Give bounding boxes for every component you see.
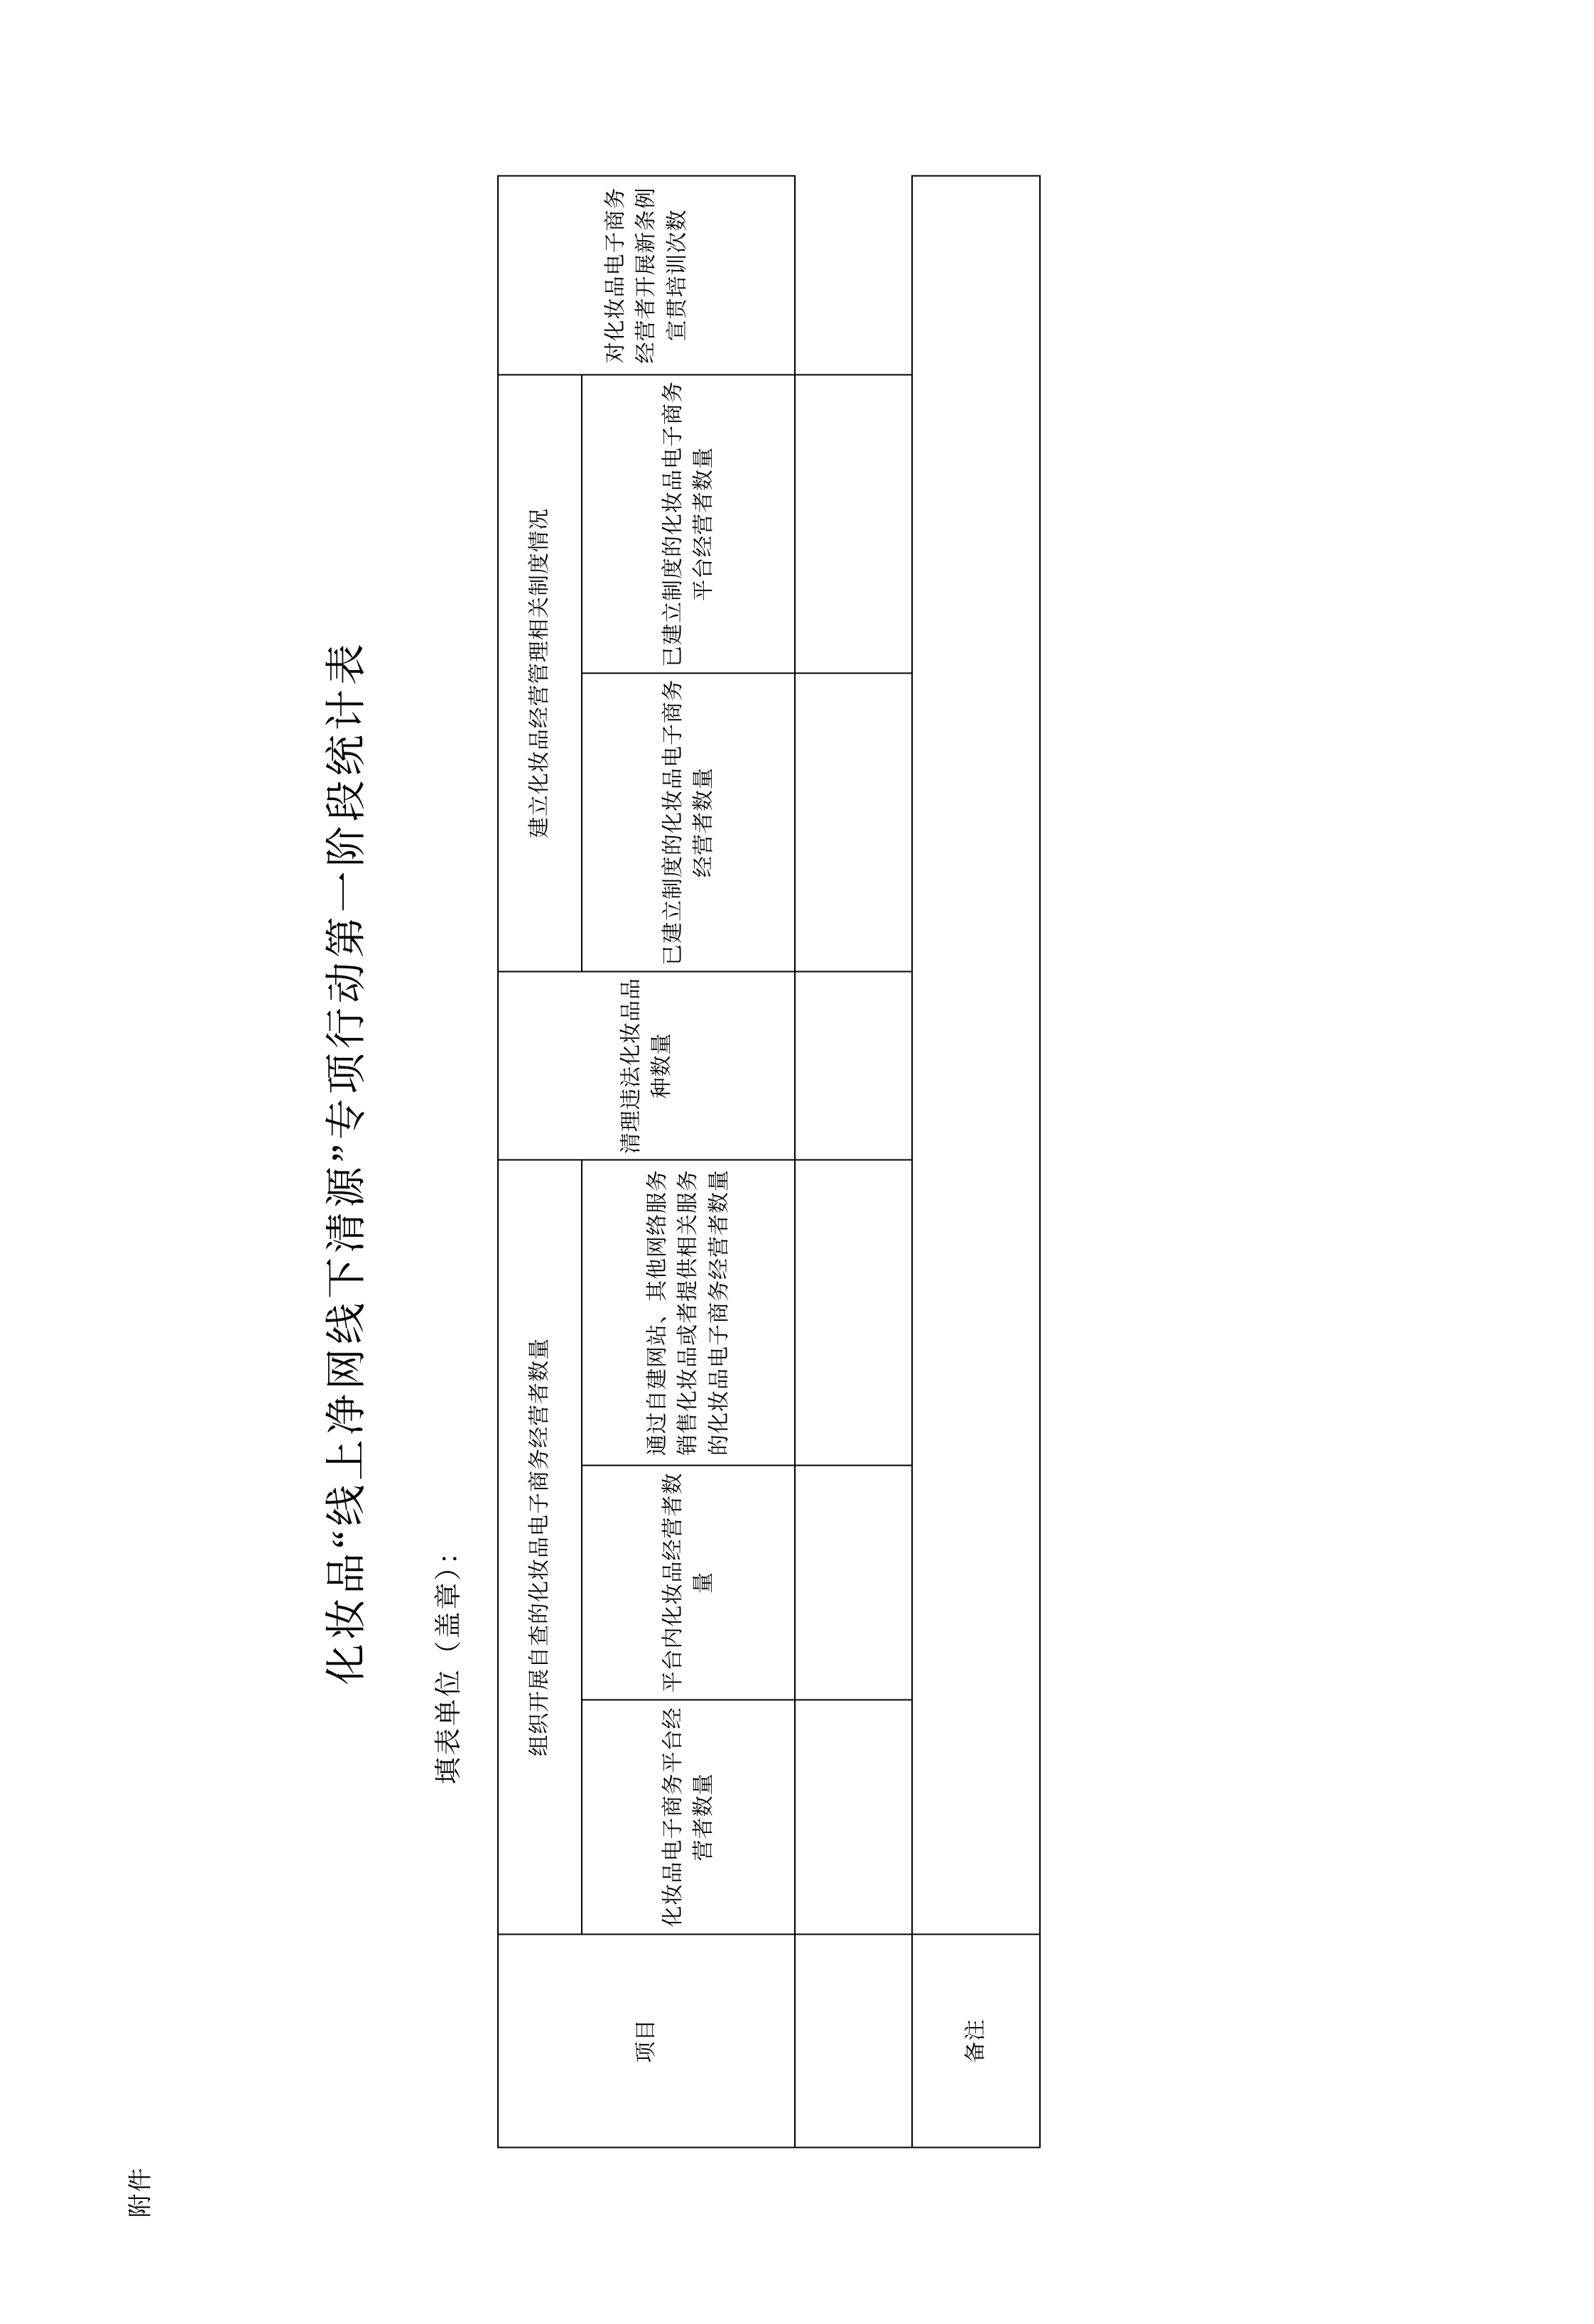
value-cell-system-established-platforms[interactable] (795, 673, 912, 971)
col-system-established-operators: 已建立制度的化妆品电子商务经营者数量 (582, 673, 795, 971)
col-self-built-site-operators: 通过自建网站、其他网络服务销售化妆品或者提供相关服务的化妆品电子商务经营者数量 (582, 1160, 795, 1465)
row-header-note: 备注 (912, 1934, 1040, 2147)
value-cell-system-established-operators[interactable] (795, 971, 912, 1160)
fill-unit-line: 填表单位（盖章）： (434, 1535, 464, 1784)
table-row-group-headers (498, 175, 582, 2147)
table-row-sub-headers (582, 175, 795, 2147)
value-cell-in-platform-operators[interactable] (795, 1699, 912, 1934)
attachment-label: 附件 (128, 2166, 154, 2217)
col-system-established-platforms: 已建立制度的化妆品电子商务平台经营者数量 (582, 374, 795, 673)
value-cell-platform-operators[interactable] (795, 1934, 912, 2147)
page-title: 化妆品“线上净网线下清源”专项行动第一阶段统计表 (323, 639, 369, 1685)
col-training-count: 对化妆品电子商务经营者开展新条例宣贯培训次数 (498, 175, 795, 374)
col-platform-operators: 化妆品电子商务平台经营者数量 (582, 1699, 795, 1934)
row-header-item: 项目 (498, 1934, 795, 2147)
note-value-cell[interactable] (912, 175, 1040, 1934)
table-row-note (912, 175, 1040, 2147)
value-cell-training-count[interactable] (795, 374, 912, 673)
table-row-values (795, 175, 912, 2147)
col-in-platform-operators: 平台内化妆品经营者数量 (582, 1465, 795, 1699)
statistics-table (497, 175, 1041, 2148)
value-cell-cleanup-count[interactable] (795, 1160, 912, 1465)
value-cell-self-built-site-operators[interactable] (795, 1465, 912, 1699)
col-group-system-header: 建立化妆品经营管理相关制度情况 (498, 374, 582, 971)
col-group-self-inspection-header: 组织开展自查的化妆品电子商务经营者数量 (498, 1160, 582, 1934)
col-cleanup-count: 清理违法化妆品品种数量 (498, 971, 795, 1160)
